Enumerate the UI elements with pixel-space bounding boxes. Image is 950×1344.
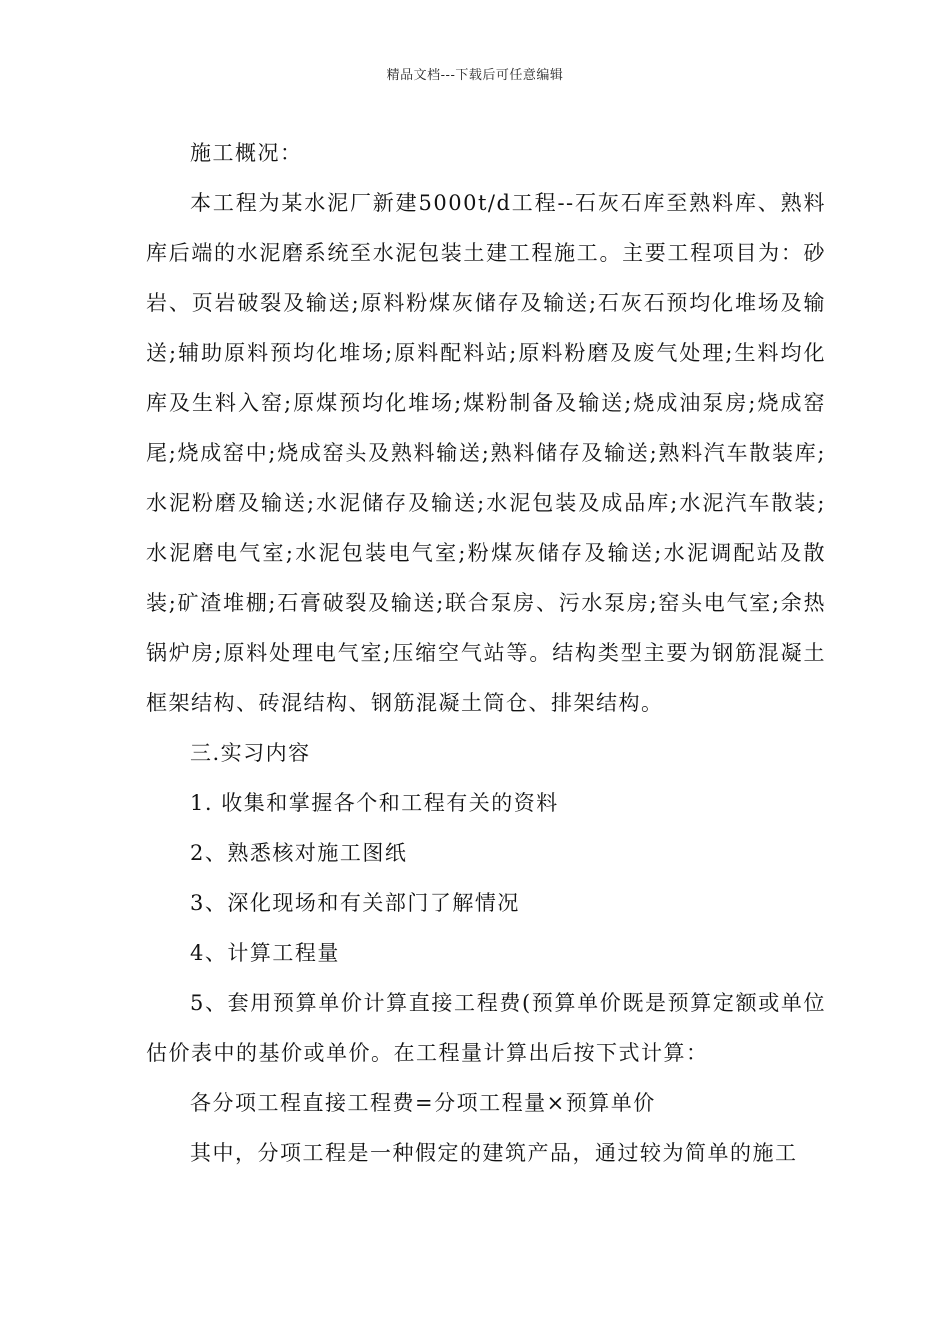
overview-paragraph: 本工程为某水泥厂新建5000t/d工程--石灰石库至熟料库、熟料库后端的水泥磨系统至水泥包装土建工程施工。主要工程项目为：砂岩、页岩破裂及输送;原料粉煤灰储存及输送;石灰石预均化堆场及输送;辅助原料预均化堆场;原料配料站;原料粉磨及废气处理;生料均化库及生料入窑;原煤预均化堆场;煤粉制备及输送;烧成油泵房;烧成窑尾;烧成窑中;烧成窑头及熟料输送;熟料储存及输送;熟料汽车散装库;水泥粉磨及输送;水泥储存及输送;水泥包装及成品库;水泥汽车散装;水泥磨电气室;水泥包装电气室;粉煤灰储存及输送;水泥调配站及散装;矿渣堆棚;石膏破裂及输送;联合泵房、污水泵房;窑头电气室;余热锅炉房;原料处理电气室;压缩空气站等。结构类型主要为钢筋混凝土框架结构、砖混结构、钢筋混凝土筒仓、排架结构。: [146, 191, 826, 715]
closing-paragraph: 其中，分项工程是一种假定的建筑产品，通过较为简单的施工: [190, 1141, 798, 1165]
list-item: 5、套用预算单价计算直接工程费(预算单价既是预算定额或单位估价表中的基价或单价。在工程量计算出后按下式计算：: [146, 991, 826, 1065]
document-body: [146, 128, 826, 1178]
list-item: 3、深化现场和有关部门了解情况: [190, 891, 520, 915]
overview-heading: 施工概况：: [190, 141, 303, 165]
list-item: 1. 收集和掌握各个和工程有关的资料: [190, 791, 559, 815]
section-heading: 三.实习内容: [190, 741, 311, 765]
formula-line: 各分项工程直接工程费=分项工程量×预算单价: [190, 1091, 656, 1115]
list-item: 4、计算工程量: [190, 941, 340, 965]
list-item: 2、熟悉核对施工图纸: [190, 841, 408, 865]
page-header: 精品文档---下载后可任意编辑: [386, 68, 564, 83]
